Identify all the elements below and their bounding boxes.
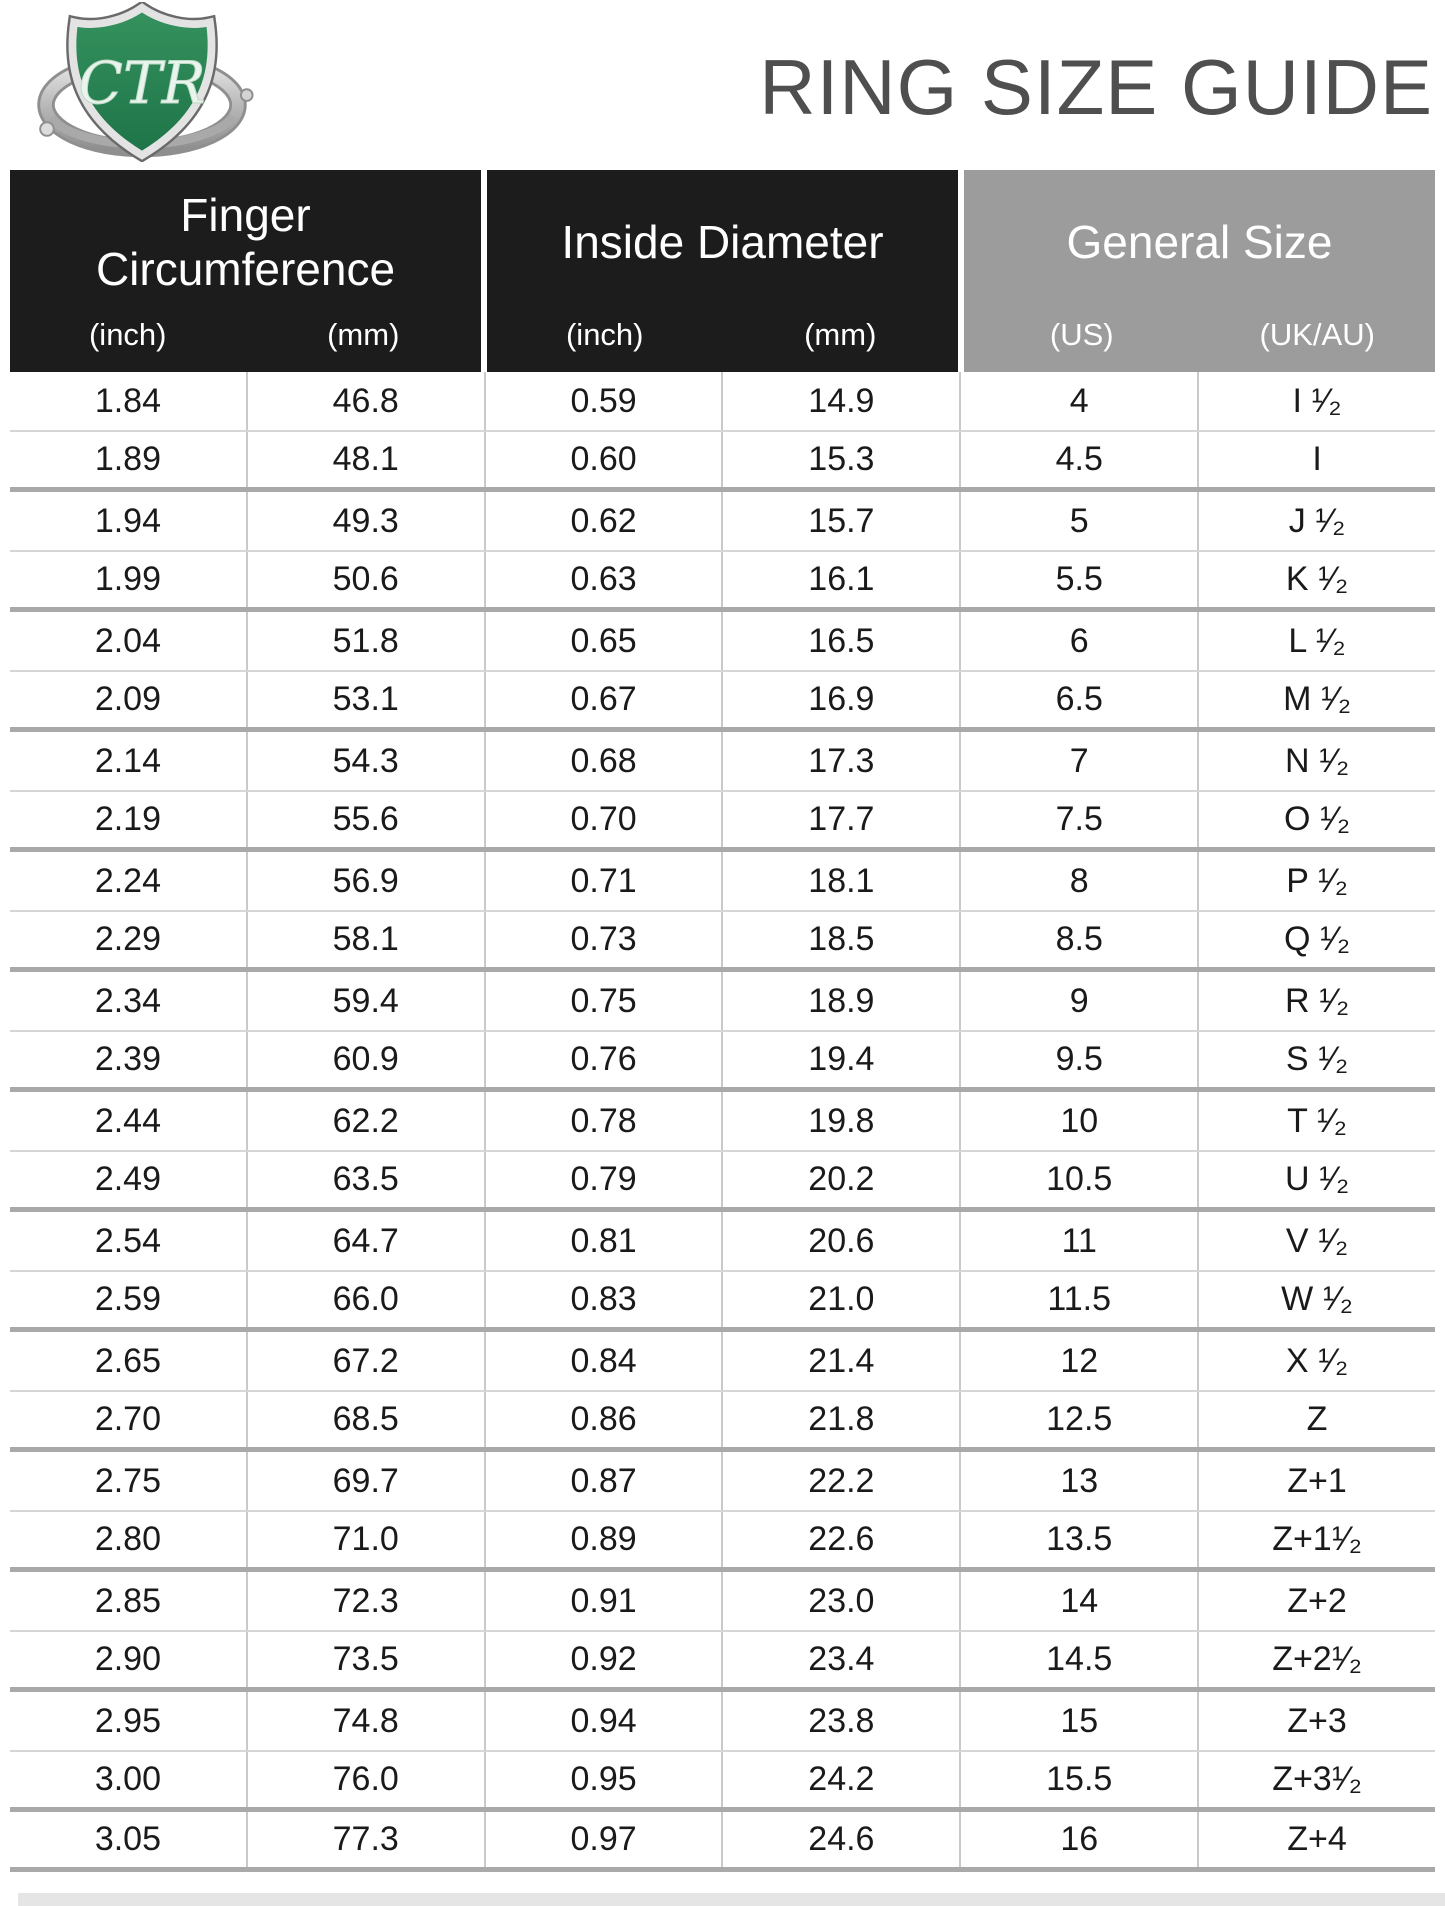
cell: 76.0 [248,1752,486,1807]
cell: 14.9 [723,372,961,430]
cell: 14 [961,1572,1199,1630]
table-row [10,852,1435,912]
table-row [10,432,1435,492]
cell: 22.6 [723,1512,961,1567]
cell: 5 [961,492,1199,550]
unit-label: (inch) [565,317,644,352]
table-row [10,1212,1435,1272]
cell: 24.6 [723,1812,961,1867]
cell: U ¹⁄₂ [1284,1160,1350,1198]
cell: 2.19 [10,792,248,847]
cell: 0.84 [486,1332,724,1390]
cell: 6 [961,612,1199,670]
cell: J ¹⁄₂ [1288,501,1346,540]
cell: 0.68 [486,732,724,790]
cell: 66.0 [248,1272,486,1327]
cell: 58.1 [248,912,486,967]
cell: 63.5 [248,1152,486,1207]
cell: 59.4 [248,972,486,1030]
cell: 16.5 [723,612,961,670]
cell: 2.24 [10,852,248,910]
cell: Z+1¹⁄₂ [1272,1520,1362,1558]
cell: 72.3 [248,1572,486,1630]
cell: R ¹⁄₂ [1284,981,1350,1020]
cell: O ¹⁄₂ [1284,800,1351,838]
cell: 0.75 [486,972,724,1030]
cell: 0.70 [486,792,724,847]
cell: 16.9 [723,672,961,727]
cell: 2.59 [10,1272,248,1327]
cell: P ¹⁄₂ [1286,861,1348,900]
cell: 0.78 [486,1092,724,1150]
cell: 3.05 [10,1812,248,1867]
cell: Z+2 [1287,1581,1347,1620]
cell: 19.8 [723,1092,961,1150]
cell: 18.5 [723,912,961,967]
cell: 60.9 [248,1032,486,1087]
cell: 62.2 [248,1092,486,1150]
cell: 6.5 [961,672,1199,727]
cell: 15.7 [723,492,961,550]
unit-label: (UK/AU) [1259,317,1375,352]
cell: 0.73 [486,912,724,967]
cell: M ¹⁄₂ [1283,680,1352,718]
cell: 0.83 [486,1272,724,1327]
cell: Z+4 [1287,1820,1347,1858]
ctr-ring-logo [22,2,262,162]
cell: 1.99 [10,552,248,607]
cell: 68.5 [248,1392,486,1447]
cell: 2.95 [10,1692,248,1750]
cell: 11.5 [961,1272,1199,1327]
header-group-title: General Size [1066,215,1333,268]
cell: 21.0 [723,1272,961,1327]
cell: 15.3 [723,432,961,487]
cell: 12.5 [961,1392,1199,1447]
table-row [10,1452,1435,1512]
cell: 50.6 [248,552,486,607]
cell: 11 [961,1212,1199,1270]
header-finger-circumference [10,170,481,372]
cell: Z [1306,1400,1328,1438]
cell: I ¹⁄₂ [1292,381,1342,420]
ctr-letters: CTR [78,48,206,117]
table-row [10,912,1435,972]
cell: 2.85 [10,1572,248,1630]
unit-label: (inch) [88,317,167,352]
table-row [10,1632,1435,1692]
bottom-bar [18,1893,1445,1906]
cell: 1.84 [10,372,248,430]
cell: 2.75 [10,1452,248,1510]
table-row [10,1092,1435,1152]
cell: 2.09 [10,672,248,727]
table-row [10,372,1435,432]
cell: 14.5 [961,1632,1199,1687]
cell: 2.04 [10,612,248,670]
cell: 49.3 [248,492,486,550]
unit-label: (US) [1049,317,1114,352]
table-row [10,672,1435,732]
cell: 2.44 [10,1092,248,1150]
cell: 0.62 [486,492,724,550]
cell: 10 [961,1092,1199,1150]
table-row [10,1152,1435,1212]
cell: 22.2 [723,1452,961,1510]
cell: N ¹⁄₂ [1284,741,1350,780]
table-row [10,492,1435,552]
table-header [10,170,1435,372]
cell: 21.4 [723,1332,961,1390]
cell: 10.5 [961,1152,1199,1207]
cell: 1.94 [10,492,248,550]
cell: 13.5 [961,1512,1199,1567]
cell: 7.5 [961,792,1199,847]
table-row [10,732,1435,792]
cell: 2.39 [10,1032,248,1087]
cell: 16.1 [723,552,961,607]
table-row [10,1392,1435,1452]
cell: 71.0 [248,1512,486,1567]
cell: X ¹⁄₂ [1285,1341,1349,1380]
table-row [10,792,1435,852]
unit-label: (mm) [804,317,877,352]
cell: 1.89 [10,432,248,487]
cell: 74.8 [248,1692,486,1750]
table-row [10,1812,1435,1872]
cell: 19.4 [723,1032,961,1087]
cell: 2.90 [10,1632,248,1687]
cell: 0.71 [486,852,724,910]
cell: 2.54 [10,1212,248,1270]
cell: Z+1 [1287,1461,1347,1500]
cell: 2.14 [10,732,248,790]
cell: 2.49 [10,1152,248,1207]
cell: 2.29 [10,912,248,967]
cell: 0.65 [486,612,724,670]
cell: 46.8 [248,372,486,430]
cell: 2.70 [10,1392,248,1447]
cell: 0.81 [486,1212,724,1270]
table-row [10,1032,1435,1092]
cell: 0.60 [486,432,724,487]
cell: 17.7 [723,792,961,847]
table-body [10,372,1435,1872]
unit-label: (mm) [327,317,400,352]
header-units [10,306,481,372]
cell: 23.4 [723,1632,961,1687]
cell: Z+3¹⁄₂ [1272,1760,1362,1798]
cell: 56.9 [248,852,486,910]
cell: 0.97 [486,1812,724,1867]
cell: 20.2 [723,1152,961,1207]
cell: I [1312,440,1322,478]
cell: 0.76 [486,1032,724,1087]
cell: 24.2 [723,1752,961,1807]
cell: 0.94 [486,1692,724,1750]
table-row [10,612,1435,672]
header-units [487,306,958,372]
cell: L ¹⁄₂ [1288,621,1346,660]
cell: 2.80 [10,1512,248,1567]
cell: 54.3 [248,732,486,790]
cell: 0.86 [486,1392,724,1447]
cell: 48.1 [248,432,486,487]
cell: 8.5 [961,912,1199,967]
cell: 67.2 [248,1332,486,1390]
cell: 21.8 [723,1392,961,1447]
ring-size-table [10,170,1435,1872]
table-row [10,552,1435,612]
table-row [10,1752,1435,1812]
cell: 15.5 [961,1752,1199,1807]
cell: 0.87 [486,1452,724,1510]
cell: 9.5 [961,1032,1199,1087]
cell: 12 [961,1332,1199,1390]
cell: 18.1 [723,852,961,910]
cell: 73.5 [248,1632,486,1687]
cell: 5.5 [961,552,1199,607]
table-row [10,1692,1435,1752]
cell: 9 [961,972,1199,1030]
cell: 69.7 [248,1452,486,1510]
cell: 55.6 [248,792,486,847]
cell: 0.67 [486,672,724,727]
cell: 0.92 [486,1632,724,1687]
cell: 53.1 [248,672,486,727]
table-row [10,1332,1435,1392]
cell: 0.95 [486,1752,724,1807]
cell: 64.7 [248,1212,486,1270]
table-row [10,972,1435,1032]
header-group-title: Finger Circumference [95,188,396,295]
cell: 0.59 [486,372,724,430]
ctr-ring-icon [22,2,262,162]
table-row [10,1572,1435,1632]
cell: S ¹⁄₂ [1285,1040,1349,1078]
cell: W ¹⁄₂ [1281,1280,1353,1318]
cell: 3.00 [10,1752,248,1807]
cell: 23.8 [723,1692,961,1750]
cell: 20.6 [723,1212,961,1270]
cell: Z+3 [1287,1701,1347,1740]
cell: 2.65 [10,1332,248,1390]
cell: 2.34 [10,972,248,1030]
cell: 13 [961,1452,1199,1510]
header-units [964,306,1435,372]
cell: 23.0 [723,1572,961,1630]
cell: 15 [961,1692,1199,1750]
cell: V ¹⁄₂ [1285,1221,1349,1260]
page-title: RING SIZE GUIDE [759,43,1433,131]
cell: 0.63 [486,552,724,607]
header-inside-diameter [487,170,958,372]
cell: 8 [961,852,1199,910]
cell: 0.89 [486,1512,724,1567]
table-row [10,1512,1435,1572]
cell: 17.3 [723,732,961,790]
cell: Q ¹⁄₂ [1284,920,1351,958]
cell: 16 [961,1812,1199,1867]
header-group-title: Inside Diameter [561,215,884,268]
cell: 7 [961,732,1199,790]
cell: K ¹⁄₂ [1285,560,1349,598]
cell: T ¹⁄₂ [1287,1101,1347,1140]
cell: 51.8 [248,612,486,670]
cell: 4 [961,372,1199,430]
cell: 0.79 [486,1152,724,1207]
cell: Z+2¹⁄₂ [1272,1640,1362,1678]
cell: 4.5 [961,432,1199,487]
table-row [10,1272,1435,1332]
cell: 77.3 [248,1812,486,1867]
cell: 18.9 [723,972,961,1030]
header-general-size [964,170,1435,372]
cell: 0.91 [486,1572,724,1630]
